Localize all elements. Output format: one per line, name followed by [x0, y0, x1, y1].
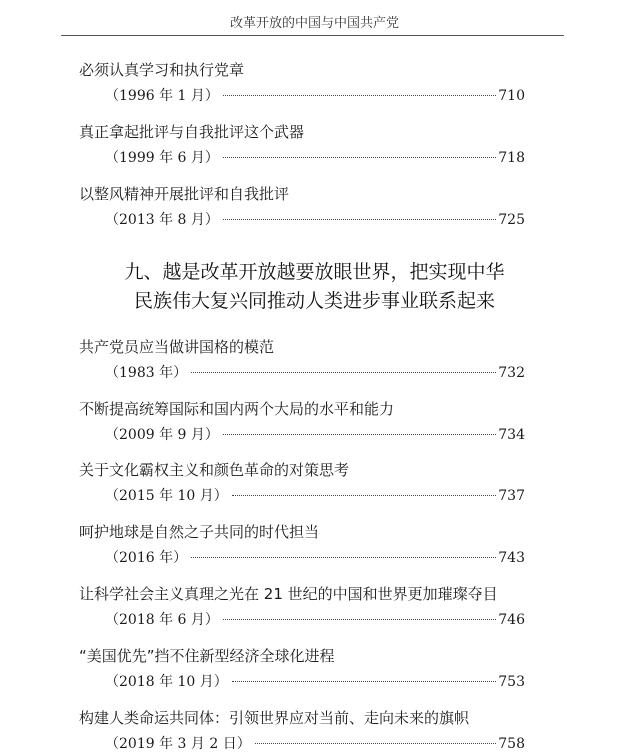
toc-entry[interactable]: [79, 61, 525, 105]
toc-entry-title: 共产党员应当做讲国格的模范: [79, 338, 275, 356]
toc-entry[interactable]: [79, 709, 525, 753]
section-heading-line-1: 九、越是改革开放越要放眼世界，把实现中华: [124, 261, 505, 283]
toc-entry-title: 构建人类命运共同体：引领世界应对当前、走向未来的旗帜: [79, 709, 470, 727]
toc-entry-page: 753: [498, 674, 525, 690]
toc-entry-page: 737: [498, 488, 525, 504]
toc-entry-date: （2015 年 10 月）: [105, 488, 228, 504]
toc-entry-date: （2018 年 6 月）: [105, 612, 219, 628]
toc-entry-title: 呵护地球是自然之子共同的时代担当: [79, 523, 320, 541]
toc-entry-title: 必须认真学习和执行党章: [79, 61, 245, 79]
toc-entry[interactable]: [79, 523, 525, 567]
dot-leader: [223, 219, 496, 220]
toc-entry-title: 让科学社会主义真理之光在 21 世纪的中国和世界更加璀璨夺目: [79, 585, 498, 603]
dot-leader: [223, 95, 496, 96]
toc-entry-date: （2009 年 9 月）: [105, 427, 219, 443]
toc-entry-page: 743: [498, 550, 525, 566]
toc-entry-page: 725: [498, 212, 525, 228]
toc-entry-date: （1996 年 1 月）: [105, 88, 219, 104]
toc-entry-title: 真正拿起批评与自我批评这个武器: [79, 123, 305, 141]
toc-entry-date: （2013 年 8 月）: [105, 212, 219, 228]
dot-leader: [232, 495, 496, 496]
toc-entry[interactable]: [79, 123, 525, 167]
toc-entry[interactable]: [79, 338, 525, 382]
toc-entry[interactable]: [79, 400, 525, 444]
dot-leader: [223, 619, 496, 620]
toc-entry-title: 不断提高统筹国际和国内两个大局的水平和能力: [79, 400, 395, 418]
toc-entry-title: “美国优先”挡不住新型经济全球化进程: [79, 647, 335, 665]
toc-entry-date: （1999 年 6 月）: [105, 150, 219, 166]
toc-entry-date: （2018 年 10 月）: [105, 674, 228, 690]
dot-leader: [223, 434, 496, 435]
toc-entry[interactable]: [79, 185, 525, 229]
header-divider: [61, 35, 564, 36]
toc-entry-page: 758: [498, 736, 525, 752]
toc-entry[interactable]: [79, 585, 525, 629]
toc-entry-date: （1983 年）: [105, 365, 188, 381]
toc-entry-page: 718: [498, 150, 525, 166]
section-heading-line-2: 民族伟大复兴同推动人类进步事业联系起来: [133, 290, 495, 312]
toc-entry-date: （2016 年）: [105, 550, 188, 566]
toc-entry-title: 以整风精神开展批评和自我批评: [79, 185, 290, 203]
dot-leader: [223, 157, 496, 158]
dot-leader: [191, 557, 496, 558]
toc-entry-page: 710: [498, 88, 525, 104]
toc-entry[interactable]: [79, 647, 525, 691]
toc-entry[interactable]: [79, 461, 525, 505]
toc-entry-page: 746: [498, 612, 525, 628]
dot-leader: [255, 743, 497, 744]
dot-leader: [232, 681, 496, 682]
toc-entry-page: 734: [498, 427, 525, 443]
toc-entry-date: （2019 年 3 月 2 日）: [105, 736, 251, 752]
running-header: 改革开放的中国与中国共产党: [229, 16, 399, 31]
dot-leader: [191, 372, 496, 373]
toc-entry-page: 732: [498, 365, 525, 381]
toc-entry-title: 关于文化霸权主义和颜色革命的对策思考: [79, 461, 350, 479]
